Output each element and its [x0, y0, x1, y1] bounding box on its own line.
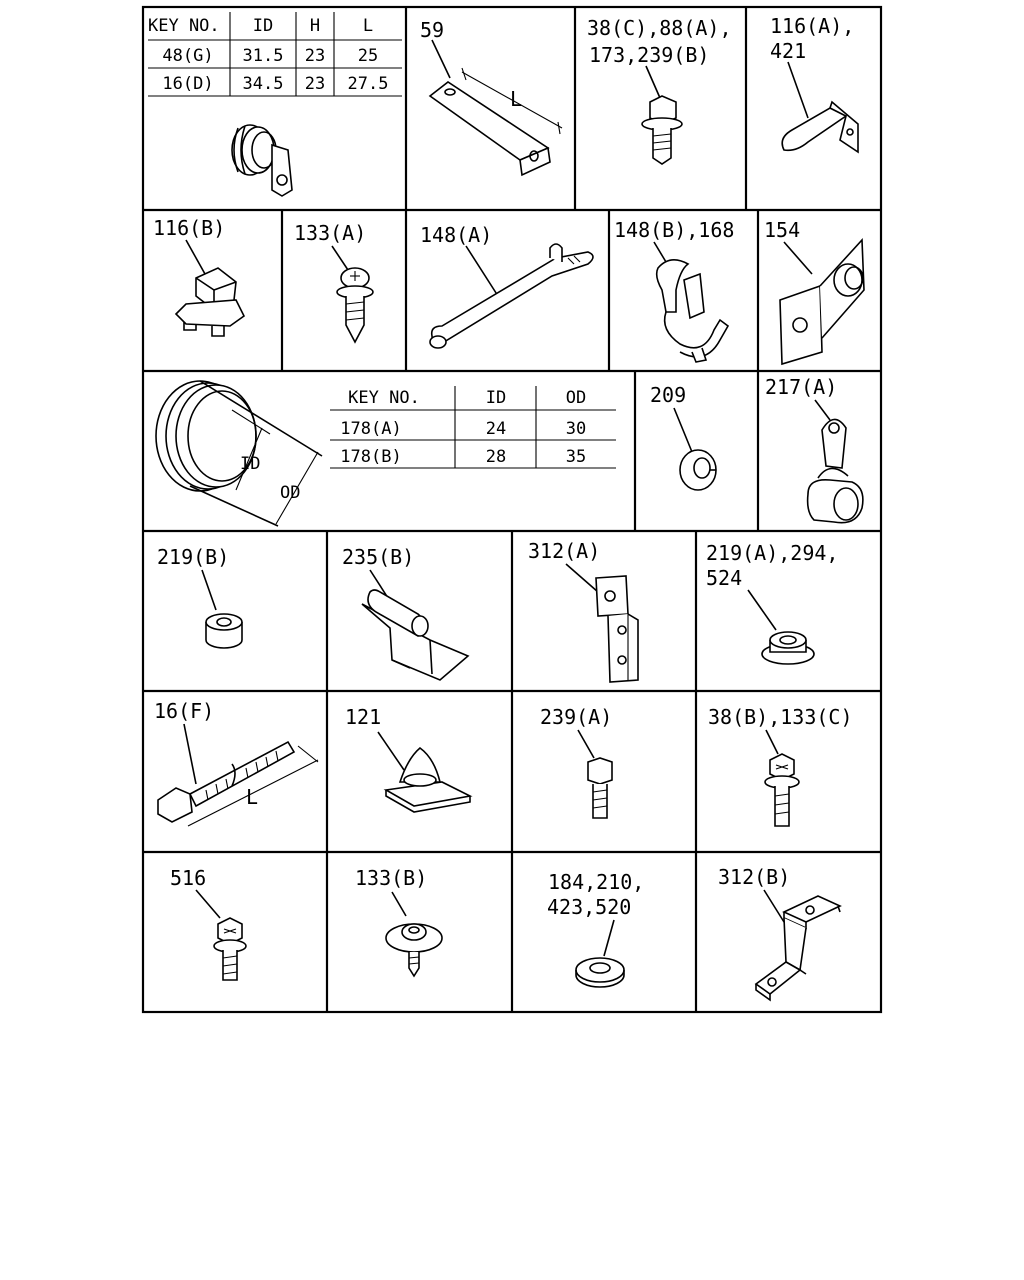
- dimension-label: L: [246, 785, 259, 809]
- cell-clamp-217a: [765, 375, 863, 523]
- part-label: 148(A): [420, 223, 493, 247]
- part-label-line1: 184,210,: [548, 870, 645, 894]
- cell-clip-116b: [153, 216, 244, 336]
- cell-collar-219b: [157, 545, 242, 648]
- table-header-key-no: KEY NO.: [348, 388, 420, 408]
- dimension-label: L: [510, 87, 523, 111]
- grommet-size-table: [330, 386, 616, 468]
- cell-plate-312a: [528, 539, 638, 682]
- dimension-label-od: OD: [280, 483, 301, 503]
- part-label: 148(B),168: [614, 218, 735, 242]
- dimension-label-id: ID: [240, 454, 261, 474]
- table-cell-id: 28: [485, 447, 507, 467]
- part-label-line2: 421: [770, 39, 807, 63]
- part-label: 38(B),133(C): [708, 705, 853, 729]
- table-cell-key: 178(B): [340, 447, 402, 467]
- table-header-key-no: KEY NO.: [148, 16, 220, 36]
- table-cell-h: 23: [304, 74, 326, 94]
- table-cell-id: 34.5: [242, 74, 284, 94]
- cell-screw-133b: [355, 866, 442, 976]
- part-label-line1: 38(C),88(A),: [587, 16, 732, 40]
- table-cell-id: 31.5: [242, 46, 284, 66]
- cell-hose-clamp: [148, 12, 402, 196]
- cell-screw-133a: [294, 221, 373, 342]
- part-label: 16(F): [154, 699, 215, 723]
- part-label: 121: [345, 705, 382, 729]
- cell-band-16f: [154, 699, 318, 826]
- part-label: 516: [170, 866, 207, 890]
- table-cell-od: 35: [565, 447, 587, 467]
- flat-washer-icon: [576, 958, 624, 987]
- part-label-line1: 219(A),294,: [706, 541, 839, 565]
- part-label: 312(A): [528, 539, 601, 563]
- cell-bracket-154: [764, 218, 864, 364]
- part-label: 239(A): [540, 705, 613, 729]
- table-cell-id: 24: [485, 419, 507, 439]
- part-label: 59: [420, 18, 445, 42]
- cell-grommet: [156, 381, 616, 526]
- part-label: 154: [764, 218, 801, 242]
- cell-clip-116a: [770, 14, 858, 152]
- cell-clamp-148b: [614, 218, 734, 362]
- clamp-size-table: [148, 12, 402, 96]
- washer-head-bolt-icon: [765, 754, 799, 826]
- hose-clamp-drawing: [232, 125, 292, 196]
- table-cell-od: 30: [565, 419, 587, 439]
- cell-bolt-516: [170, 866, 246, 980]
- part-label: 209: [650, 383, 687, 407]
- table-cell-l: 27.5: [347, 74, 389, 94]
- cell-washer: [547, 870, 644, 987]
- part-label: 217(A): [765, 375, 838, 399]
- table-header-l: L: [362, 16, 374, 36]
- cell-flange-bolt: [587, 16, 732, 164]
- part-label: 133(A): [294, 221, 367, 245]
- washer-screw-icon: [386, 924, 442, 976]
- part-label-line2: 423,520: [547, 895, 632, 919]
- flange-bolt-icon: [642, 96, 682, 164]
- cell-clip-121: [345, 705, 470, 812]
- part-label-line2: 173,239(B): [589, 43, 710, 67]
- part-label-line2: 524: [706, 566, 743, 590]
- table-cell-key: 178(A): [340, 419, 402, 439]
- cell-bracket-59: [420, 18, 562, 175]
- table-cell-key: 48(G): [162, 46, 214, 66]
- part-label: 133(B): [355, 866, 428, 890]
- hex-bolt-icon: [588, 758, 612, 818]
- grommet-drawing: [156, 381, 322, 526]
- table-cell-l: 25: [357, 46, 379, 66]
- cell-nut-219a: [706, 541, 838, 664]
- table-cell-key: 16(D): [162, 74, 214, 94]
- table-header-id: ID: [252, 16, 274, 36]
- pan-screw-icon: [337, 268, 373, 342]
- cell-clip-209: [650, 383, 716, 490]
- cell-bolt-38b: [708, 705, 853, 826]
- table-header-h: H: [309, 16, 321, 36]
- cell-holder-235b: [342, 545, 468, 680]
- cell-stay-148a: [420, 223, 593, 348]
- part-label: 235(B): [342, 545, 415, 569]
- cell-bolt-239a: [540, 705, 612, 818]
- part-label: 219(B): [157, 545, 230, 569]
- flange-nut-icon: [762, 632, 814, 664]
- hex-flange-bolt-icon: [214, 918, 246, 980]
- part-label: 312(B): [718, 865, 791, 889]
- table-cell-h: 23: [304, 46, 326, 66]
- table-header-id: ID: [485, 388, 507, 408]
- cell-bracket-312b: [718, 865, 840, 1000]
- part-label-line1: 116(A),: [770, 14, 855, 38]
- table-header-od: OD: [565, 388, 587, 408]
- part-label: 116(B): [153, 216, 226, 240]
